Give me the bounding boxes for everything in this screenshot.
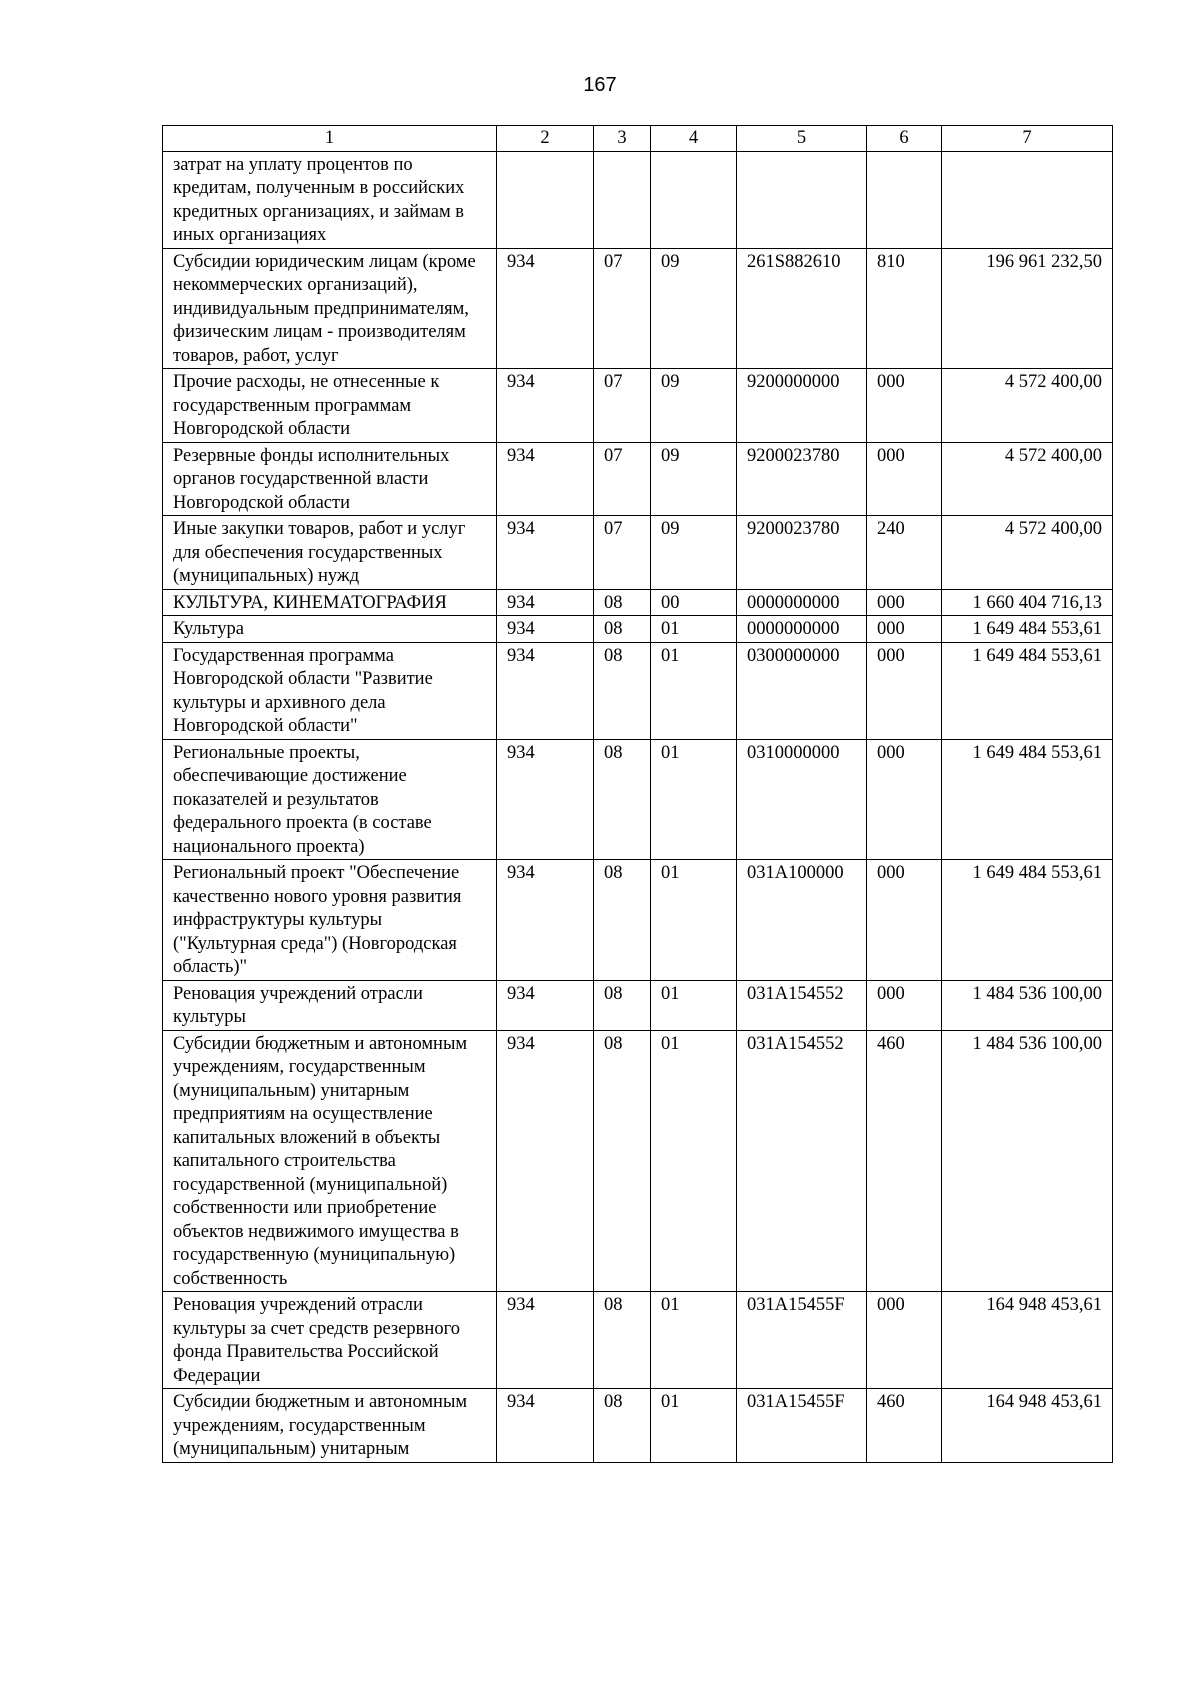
table-row <box>163 248 1113 369</box>
row-subsection: 01 <box>651 739 737 860</box>
row-ministry-code: 934 <box>497 1292 594 1389</box>
column-header: 6 <box>867 126 942 152</box>
row-expense-type: 000 <box>867 616 942 643</box>
row-ministry-code: 934 <box>497 642 594 739</box>
row-subsection: 09 <box>651 442 737 516</box>
row-section: 08 <box>594 642 651 739</box>
budget-table <box>162 125 1113 1463</box>
row-amount: 4 572 400,00 <box>942 369 1113 443</box>
row-ministry-code: 934 <box>497 980 594 1030</box>
row-ministry-code: 934 <box>497 248 594 369</box>
row-description: затрат на уплату процентов по кредитам, полученным в российских кредитных организациях, и займам в иных организациях <box>163 151 497 248</box>
row-section <box>594 151 651 248</box>
row-description: Региональные проекты, обеспечивающие достижение показателей и результатов федерального проекта (в составе национального проекта) <box>163 739 497 860</box>
table-row <box>163 1030 1113 1292</box>
column-header: 4 <box>651 126 737 152</box>
table-row <box>163 516 1113 590</box>
row-description: Реновация учреждений отрасли культуры <box>163 980 497 1030</box>
table-row <box>163 589 1113 616</box>
row-amount: 1 660 404 716,13 <box>942 589 1113 616</box>
row-expense-type: 000 <box>867 369 942 443</box>
row-section: 07 <box>594 369 651 443</box>
row-expense-type: 460 <box>867 1030 942 1292</box>
row-expense-type: 000 <box>867 980 942 1030</box>
row-section: 07 <box>594 442 651 516</box>
row-description: КУЛЬТУРА, КИНЕМАТОГРАФИЯ <box>163 589 497 616</box>
table-row <box>163 151 1113 248</box>
row-subsection: 09 <box>651 248 737 369</box>
column-header: 1 <box>163 126 497 152</box>
row-description: Резервные фонды исполнительных органов государственной власти Новгородской области <box>163 442 497 516</box>
row-target-article: 031A15455F <box>737 1292 867 1389</box>
row-subsection: 09 <box>651 516 737 590</box>
row-description: Субсидии бюджетным и автономным учреждениям, государственным (муниципальным) унитарным <box>163 1389 497 1463</box>
row-amount: 196 961 232,50 <box>942 248 1113 369</box>
row-expense-type: 460 <box>867 1389 942 1463</box>
table-row <box>163 739 1113 860</box>
table-row <box>163 642 1113 739</box>
row-section: 08 <box>594 616 651 643</box>
row-description: Культура <box>163 616 497 643</box>
column-header: 5 <box>737 126 867 152</box>
row-subsection: 01 <box>651 642 737 739</box>
row-description: Региональный проект "Обеспечение качественно нового уровня развития инфраструктуры культуры ("Культурная среда") (Новгородская область)" <box>163 860 497 981</box>
row-amount: 1 649 484 553,61 <box>942 739 1113 860</box>
row-description: Субсидии юридическим лицам (кроме некоммерческих организаций), индивидуальным предпринимателям, физическим лицам - производителям товаров, работ, услуг <box>163 248 497 369</box>
row-ministry-code: 934 <box>497 589 594 616</box>
row-expense-type: 000 <box>867 442 942 516</box>
row-description: Государственная программа Новгородской области "Развитие культуры и архивного дела Новгородской области" <box>163 642 497 739</box>
row-description: Иные закупки товаров, работ и услуг для обеспечения государственных (муниципальных) нужд <box>163 516 497 590</box>
row-ministry-code: 934 <box>497 369 594 443</box>
row-target-article: 9200000000 <box>737 369 867 443</box>
row-section: 08 <box>594 589 651 616</box>
row-expense-type: 000 <box>867 739 942 860</box>
row-amount: 1 484 536 100,00 <box>942 1030 1113 1292</box>
row-amount: 4 572 400,00 <box>942 442 1113 516</box>
row-section: 07 <box>594 248 651 369</box>
row-section: 08 <box>594 1292 651 1389</box>
row-target-article: 031A15455F <box>737 1389 867 1463</box>
row-ministry-code: 934 <box>497 516 594 590</box>
row-expense-type: 000 <box>867 642 942 739</box>
row-expense-type <box>867 151 942 248</box>
page-number: 167 <box>583 74 617 96</box>
row-amount: 4 572 400,00 <box>942 516 1113 590</box>
row-amount <box>942 151 1113 248</box>
row-target-article: 9200023780 <box>737 516 867 590</box>
table-row <box>163 860 1113 981</box>
row-subsection: 01 <box>651 616 737 643</box>
row-ministry-code: 934 <box>497 739 594 860</box>
row-ministry-code: 934 <box>497 442 594 516</box>
column-header: 3 <box>594 126 651 152</box>
row-expense-type: 000 <box>867 589 942 616</box>
table-row <box>163 980 1113 1030</box>
row-target-article: 9200023780 <box>737 442 867 516</box>
row-subsection: 01 <box>651 980 737 1030</box>
row-subsection: 01 <box>651 860 737 981</box>
row-section: 08 <box>594 1389 651 1463</box>
row-target-article: 031A154552 <box>737 980 867 1030</box>
row-section: 07 <box>594 516 651 590</box>
row-subsection: 01 <box>651 1030 737 1292</box>
row-amount: 1 649 484 553,61 <box>942 642 1113 739</box>
table-row <box>163 442 1113 516</box>
row-target-article: 031A100000 <box>737 860 867 981</box>
column-header: 7 <box>942 126 1113 152</box>
row-target-article <box>737 151 867 248</box>
row-target-article: 0000000000 <box>737 589 867 616</box>
row-amount: 164 948 453,61 <box>942 1292 1113 1389</box>
row-target-article: 0310000000 <box>737 739 867 860</box>
row-section: 08 <box>594 739 651 860</box>
table-row <box>163 616 1113 643</box>
row-subsection: 09 <box>651 369 737 443</box>
row-expense-type: 240 <box>867 516 942 590</box>
row-amount: 164 948 453,61 <box>942 1389 1113 1463</box>
row-ministry-code: 934 <box>497 1030 594 1292</box>
row-target-article: 261S882610 <box>737 248 867 369</box>
row-amount: 1 649 484 553,61 <box>942 860 1113 981</box>
row-expense-type: 810 <box>867 248 942 369</box>
table-row <box>163 1292 1113 1389</box>
table-row <box>163 1389 1113 1463</box>
row-ministry-code: 934 <box>497 1389 594 1463</box>
row-section: 08 <box>594 980 651 1030</box>
row-description: Субсидии бюджетным и автономным учреждениям, государственным (муниципальным) унитарным предприятиям на осуществление капитальных вложений в объекты капитального строительства государственной (муниципальной) собственности или приобретение объектов недвижимого имущества в государственную (муниципальную) собственность <box>163 1030 497 1292</box>
row-description: Реновация учреждений отрасли культуры за счет средств резервного фонда Правительства Российской Федерации <box>163 1292 497 1389</box>
row-expense-type: 000 <box>867 860 942 981</box>
row-subsection <box>651 151 737 248</box>
table-header-row <box>163 126 1113 152</box>
row-target-article: 031A154552 <box>737 1030 867 1292</box>
row-subsection: 00 <box>651 589 737 616</box>
table-row <box>163 369 1113 443</box>
row-section: 08 <box>594 860 651 981</box>
row-ministry-code: 934 <box>497 860 594 981</box>
row-ministry-code: 934 <box>497 616 594 643</box>
row-amount: 1 649 484 553,61 <box>942 616 1113 643</box>
row-subsection: 01 <box>651 1389 737 1463</box>
column-header: 2 <box>497 126 594 152</box>
row-amount: 1 484 536 100,00 <box>942 980 1113 1030</box>
row-ministry-code <box>497 151 594 248</box>
row-description: Прочие расходы, не отнесенные к государственным программам Новгородской области <box>163 369 497 443</box>
row-subsection: 01 <box>651 1292 737 1389</box>
row-expense-type: 000 <box>867 1292 942 1389</box>
row-target-article: 0300000000 <box>737 642 867 739</box>
row-section: 08 <box>594 1030 651 1292</box>
row-target-article: 0000000000 <box>737 616 867 643</box>
